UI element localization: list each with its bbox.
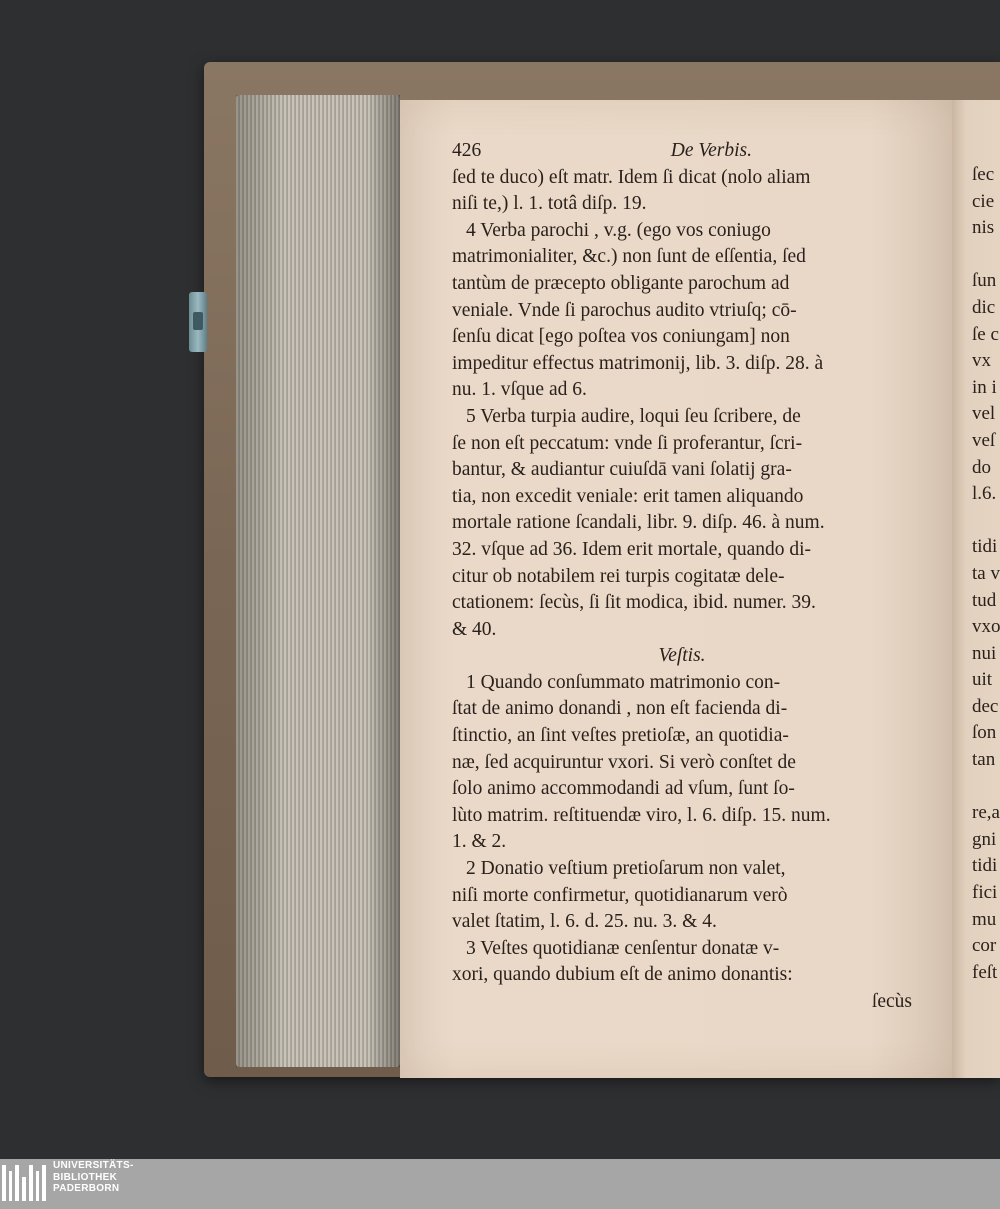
text-fragment: cie (972, 190, 995, 212)
text-line: bantur, & audiantur cuiuſdā vani ſolatij gra- (452, 459, 792, 481)
text-line: citur ob notabilem rei turpis cogitatæ dele- (452, 565, 785, 587)
text-fragment: l.6. (972, 483, 997, 505)
text-fragment: cor (972, 935, 997, 957)
text-fragment: tud (972, 589, 997, 611)
catchword: ſecùs (871, 991, 912, 1012)
page-header (452, 138, 752, 165)
library-footer (0, 1159, 1000, 1209)
text-fragment: feſt (972, 961, 998, 983)
text-fragment: uit (972, 669, 993, 691)
text-line: ſtinctio, an ſint veſtes pretioſæ, an quotidia- (452, 725, 789, 747)
text-fragment: dec (972, 695, 999, 717)
text-line: tia, non excedit veniale: erit tamen aliquando (452, 485, 804, 507)
text-fragment: re,a (972, 802, 1000, 824)
library-name-line3: PADERBORN (53, 1183, 120, 1194)
page-number: 426 (452, 140, 482, 161)
text-line: ſe non eſt peccatum: vnde ſi proferantur, ſcri- (452, 432, 803, 454)
text-line: 5 Verba turpia audire, loqui ſeu ſcribere, de (466, 405, 801, 427)
text-line: ſed te duco) eſt matr. Idem ſi dicat (nolo aliam (452, 166, 811, 188)
text-fragment: ſon (972, 722, 997, 744)
text-fragment: tidi (972, 536, 998, 558)
library-name-line1: UNIVERSITÄTS- (53, 1160, 134, 1171)
text-line: ſolo animo accommodandi ad vſum, ſunt ſo- (452, 778, 795, 800)
text-fragment: vel (972, 403, 996, 425)
text-fragment: mu (972, 908, 997, 930)
text-fragment: ſec (972, 164, 995, 185)
text-fragment: veſ (972, 429, 996, 451)
text-line: ſtat de animo donandi , non eſt facienda di- (452, 698, 788, 720)
text-fragment: ſe c (972, 323, 999, 345)
library-name-line2: BIBLIOTHEK (53, 1171, 118, 1183)
text-line: 2 Donatio veſtium pretioſarum non valet, (466, 858, 786, 880)
page-text (452, 138, 912, 1016)
text-fragment (972, 774, 1000, 801)
text-line: 3 Veſtes quotidianæ cenſentur donatæ v- (466, 937, 780, 959)
text-fragment: ſun (972, 270, 997, 292)
running-title: De Verbis. (670, 140, 752, 161)
text-line: mortale ratione ſcandali, libr. 9. diſp. 46. à num. (452, 512, 825, 534)
text-line: ſenſu dicat [ego poſtea vos coniungam] non (452, 326, 790, 348)
text-line: nu. 1. vſque ad 6. (452, 379, 587, 401)
text-fragment: dic (972, 296, 996, 318)
text-fragment (972, 242, 1000, 269)
text-line: ctationem: ſecùs, ſi ſit modica, ibid. numer. 39. (452, 592, 816, 614)
text-line: 1. & 2. (452, 831, 507, 853)
text-fragment: in i (972, 376, 997, 398)
section-heading: Veſtis. (658, 645, 706, 667)
text-line: næ, ſed acquiruntur vxori. Si verò conſtet de (452, 751, 796, 773)
text-fragment: gni (972, 828, 997, 850)
page-edges (236, 95, 400, 1067)
right-page-text (972, 162, 1000, 986)
text-line: lùto matrim. reſtituendæ viro, l. 6. diſp. 15. num. (452, 804, 831, 826)
text-line: 1 Quando conſummato matrimonio con- (466, 671, 781, 693)
library-name (53, 1160, 134, 1195)
text-fragment: vxo (972, 616, 1000, 638)
text-line: 4 Verba parochi , v.g. (ego vos coniugo (466, 219, 771, 241)
text-fragment: ta v (972, 562, 1000, 584)
text-fragment: vx (972, 350, 991, 372)
text-fragment: tidi (972, 855, 998, 877)
text-fragment: nui (972, 642, 997, 664)
text-line: impeditur effectus matrimonij, lib. 3. diſp. 28. à (452, 352, 824, 374)
text-fragment: tan (972, 749, 996, 771)
text-line: 32. vſque ad 36. Idem erit mortale, quando di- (452, 538, 812, 560)
text-line: & 40. (452, 618, 497, 640)
book-clasp (189, 292, 207, 352)
text-fragment (972, 508, 1000, 535)
text-line: tantùm de præcepto obligante parochum ad (452, 272, 790, 294)
text-line: xori, quando dubium eſt de animo donantis: (452, 964, 793, 986)
text-line: matrimonialiter, &c.) non ſunt de eſſentia, ſed (452, 246, 806, 268)
text-fragment: do (972, 456, 991, 478)
text-line: niſi morte confirmetur, quotidianarum verò (452, 884, 788, 906)
library-logo-icon (2, 1165, 46, 1201)
text-line: veniale. Vnde ſi parochus audito vtriuſq; cō- (452, 299, 797, 321)
text-fragment: nis (972, 217, 995, 239)
text-line: niſi te,) l. 1. totâ diſp. 19. (452, 193, 647, 215)
text-fragment: fici (972, 882, 998, 904)
text-line: valet ſtatim, l. 6. d. 25. nu. 3. & 4. (452, 911, 717, 933)
